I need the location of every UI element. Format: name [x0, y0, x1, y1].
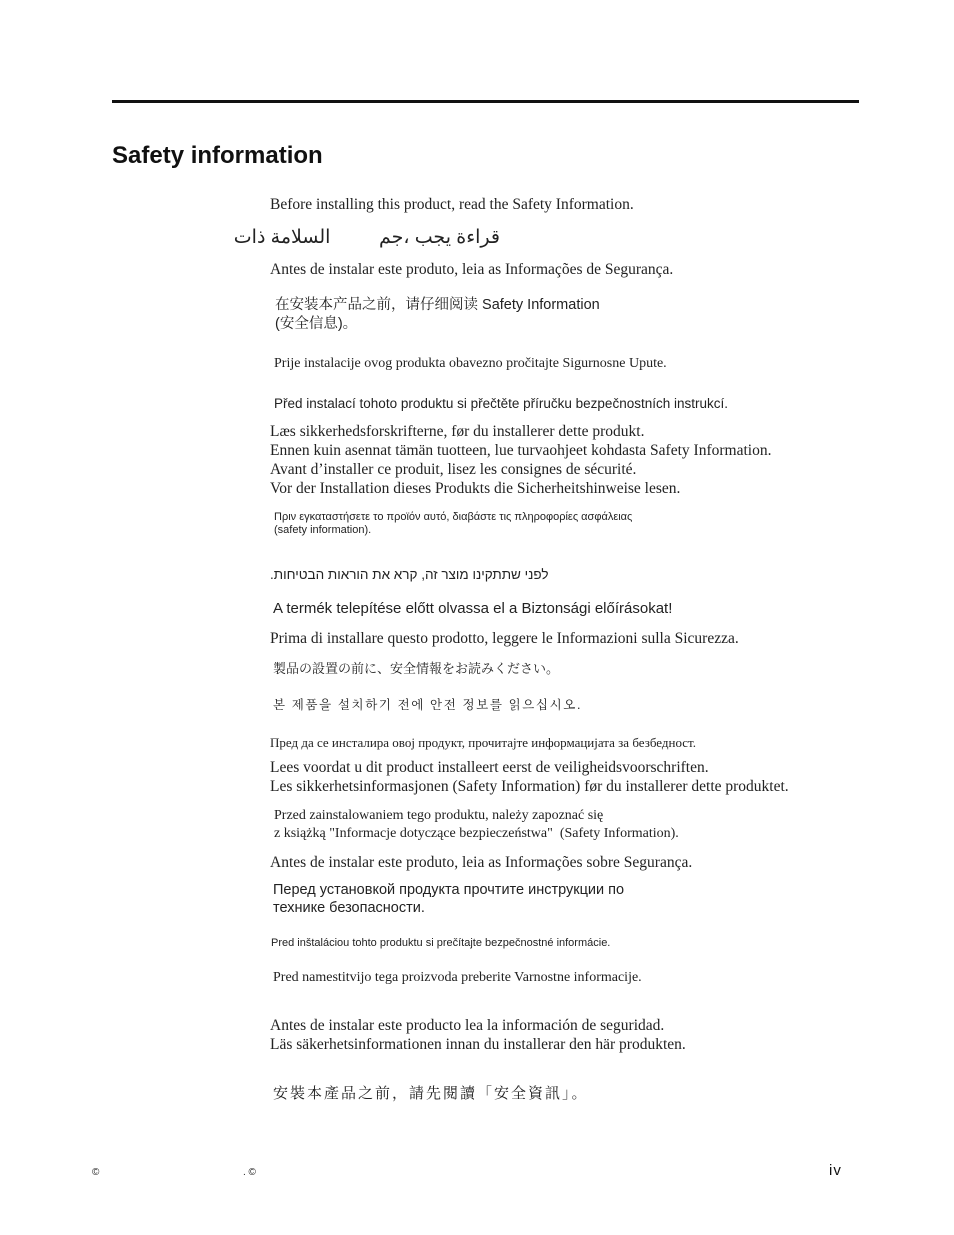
notice-hebrew: לפני שתתקינו מוצר זה, קרא את הוראות הבטיחות.: [270, 567, 549, 582]
notice-spanish: Antes de instalar este producto lea la información de seguridad.: [270, 1017, 665, 1034]
notice-english: Before installing this product, read the Safety Information.: [270, 196, 634, 213]
notice-french: Avant d’installer ce produit, lisez les consignes de sécurité.: [270, 461, 637, 478]
notice-korean: 본 제품을 설치하기 전에 안전 정보를 읽으십시오.: [273, 698, 583, 712]
notice-czech: Před instalací tohoto produktu si přečtěte příručku bezpečnostních instrukcí.: [274, 396, 728, 411]
notice-german: Vor der Installation dieses Produkts die Sicherheitshinweise lesen.: [270, 480, 681, 497]
notice-macedonian: Пред да се инсталира овој продукт, прочитајте информацијата за безбедност.: [270, 735, 696, 750]
notice-arabic: [233, 226, 500, 250]
notice-croatian: Prije instalacije ovog produkta obavezno pročitajte Sigurnosne Upute.: [274, 356, 667, 371]
footer-copyright-mark-left: ©: [92, 1167, 100, 1178]
notice-dutch: Lees voordat u dit product installeert eerst de veiligheidsvoorschriften.: [270, 759, 709, 776]
notice-finnish: Ennen kuin asennat tämän tuotteen, lue turvaohjeet kohdasta Safety Information.: [270, 442, 772, 459]
footer-copyright-mark-mid: . ©: [243, 1167, 256, 1178]
page-number: iv: [829, 1162, 842, 1179]
notice-russian-line-1: Перед установкой продукта прочтите инструкции по: [273, 882, 625, 898]
notice-chinese-simplified-line-2: (安全信息)。: [275, 316, 358, 332]
notice-polish-line-2: z książką "Informacje dotyczące bezpieczeństwa" (Safety Information).: [274, 826, 679, 841]
notice-hungarian: A termék telepítése előtt olvassa el a Biztonsági előírásokat!: [273, 600, 673, 617]
page-title: Safety information: [112, 142, 323, 169]
notice-slovak: Pred inštaláciou tohto produktu si prečítajte bezpečnostné informácie.: [271, 937, 611, 949]
top-rule: [112, 100, 859, 103]
notice-chinese-traditional: 安裝本產品之前，請先閱讀「安全資訊」。: [273, 1086, 589, 1102]
notice-arabic-part-a: قراءة يجب ،جم: [378, 227, 500, 248]
notice-chinese-simplified-line-1: 在安装本产品之前，请仔细阅读 Safety Information: [275, 297, 600, 313]
notice-russian-line-2: технике безопасности.: [273, 900, 425, 916]
notice-greek-line-2: (safety information).: [274, 524, 372, 536]
notice-norwegian: Les sikkerhetsinformasjonen (Safety Information) før du installerer dette produktet.: [270, 778, 789, 795]
notice-danish: Læs sikkerhedsforskrifterne, før du installerer dette produkt.: [270, 423, 645, 440]
notice-arabic-part-b: السلامة ذات: [233, 227, 331, 248]
notice-polish-line-1: Przed zainstalowaniem tego produktu, należy zapoznać się: [274, 808, 604, 823]
notice-greek-line-1: Πριν εγκαταστήσετε το προϊόν αυτό, διαβάστε τις πληροφορίες ασφάλειας: [274, 511, 633, 523]
notice-portuguese-portugal: Antes de instalar este produto, leia as Informações sobre Segurança.: [270, 854, 693, 871]
notice-slovenian: Pred namestitvijo tega proizvoda preberite Varnostne informacije.: [273, 970, 642, 985]
notice-swedish: Läs säkerhetsinformationen innan du installerar den här produkten.: [270, 1036, 686, 1053]
notice-portuguese-brazil: Antes de instalar este produto, leia as Informações de Segurança.: [270, 261, 674, 278]
notice-italian: Prima di installare questo prodotto, leggere le Informazioni sulla Sicurezza.: [270, 630, 739, 647]
notice-japanese: 製品の設置の前に、安全情報をお読みください。: [273, 661, 560, 676]
